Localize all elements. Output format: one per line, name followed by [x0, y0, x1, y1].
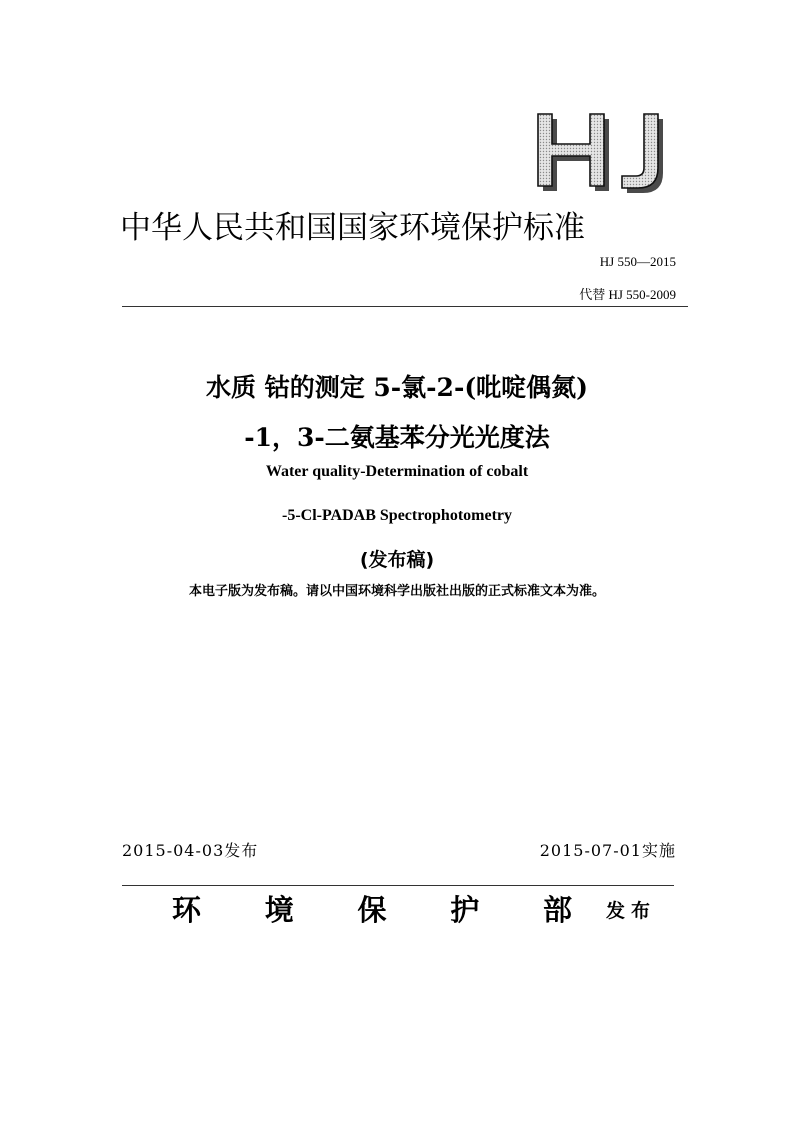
implementation-date: 2015-07-01实施 [539, 841, 676, 860]
issuer-char: 保 [357, 893, 387, 927]
header-divider [122, 306, 688, 307]
standard-number: HJ 550—2015 [599, 254, 676, 269]
title-zh-line2: -1，3-二氨基苯分光光度法 [244, 423, 550, 452]
issuer-action: 发布 [606, 900, 657, 922]
hj-standard-logo [530, 108, 680, 198]
issuer-char: 环 [172, 893, 202, 927]
issuer-char: 护 [450, 893, 480, 927]
issue-date: 2015-04-03发布 [122, 841, 259, 860]
replaces-standard: 代替 HJ 550-2009 [579, 287, 676, 302]
hj-logo-icon [530, 108, 680, 198]
issuer-char: 境 [264, 893, 294, 927]
issuer-organization [172, 888, 572, 929]
title-en-line1: Water quality-Determination of cobalt [265, 463, 529, 480]
issuer-char: 部 [542, 893, 572, 927]
standard-category: 中华人民共和国国家环境保护标准 [120, 210, 585, 246]
title-zh-line1: 水质 钴的测定 5-氯-2-(吡啶偶氮) [206, 373, 588, 402]
draft-label: (发布稿) [359, 549, 435, 571]
footer-divider [122, 885, 674, 886]
title-en-line2: -5-Cl-PADAB Spectrophotometry [281, 507, 513, 524]
draft-notice: 本电子版为发布稿。请以中国环境科学出版社出版的正式标准文本为准。 [188, 584, 605, 599]
